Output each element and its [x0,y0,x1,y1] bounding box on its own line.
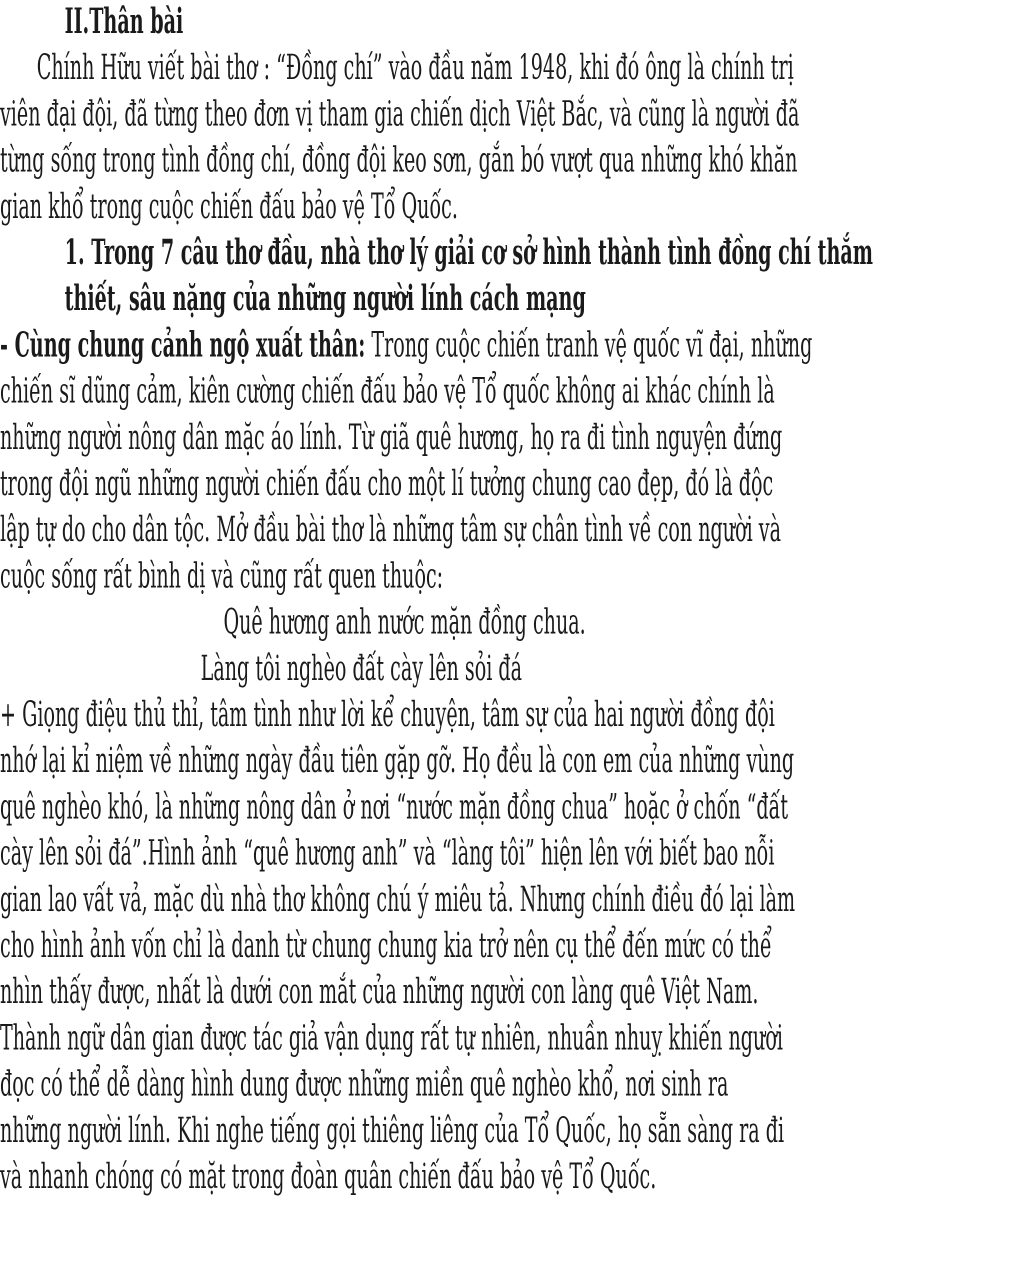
subheading-line: 1. Trong 7 câu thơ đầu, nhà thơ lý giải cơ sở hình thành tình đồng chí thắm [64,233,873,274]
intro-line: từng sống trong tình đồng chí, đồng đội keo sơn, gắn bó vượt qua những khó khăn [0,141,798,181]
analysis-line: cho hình ảnh vốn chỉ là danh từ chung chung kia trở nên cụ thể đến mức có thể [0,926,772,967]
section-title: II.Thân bài [64,2,184,43]
analysis-line: Thành ngữ dân gian được tác giả vận dụng rất tự nhiên, nhuần nhuỵ khiến người [0,1019,783,1059]
analysis-line: đọc có thể dễ dàng hình dung được những miền quê nghèo khổ, nơi sinh ra [0,1065,729,1105]
analysis-line: và nhanh chóng có mặt trong đoàn quân chiến đấu bảo vệ Tổ Quốc. [0,1157,657,1198]
verse-quote [0,601,1000,693]
analysis-line: những người lính. Khi nghe tiếng gọi thiêng liêng của Tổ Quốc, họ sẵn sàng ra đi [0,1111,785,1152]
subheading-line: thiết, sâu nặng của những người lính cách mạng [64,279,586,320]
point-one-line: những người nông dân mặc áo lính. Từ giã quê hương, họ ra đi tình nguyện đứng [0,418,783,459]
intro-line: viên đại đội, đã từng theo đơn vị tham gia chiến dịch Việt Bắc, và cũng là người đã [0,95,800,135]
intro-line: gian khổ trong cuộc chiến đấu bảo vệ Tổ Quốc. [0,187,458,228]
point-one-label: - Cùng chung cảnh ngộ xuất thân: [0,326,366,366]
point-one-line: cuộc sống rất bình dị và cũng rất quen thuộc: [0,557,444,597]
analysis-line: gian lao vất vả, mặc dù nhà thơ không chú ý miêu tả. Nhưng chính điều đó lại làm [0,880,796,921]
analysis-line: + Giọng điệu thủ thỉ, tâm tình như lời kể chuyện, tâm sự của hai người đồng đội [0,695,775,736]
intro-line: Chính Hữu viết bài thơ : “Đồng chí” vào đầu năm 1948, khi đó ông là chính trị [36,48,794,89]
point-one-paragraph [0,323,1000,600]
point-one-text: Trong cuộc chiến tranh vệ quốc vĩ đại, những [365,326,813,366]
analysis-paragraph [0,693,1000,1201]
point-one-line: trong đội ngũ những người chiến đấu cho một lí tưởng chung cao đẹp, đó là độc [0,464,774,505]
analysis-line: cày lên sỏi đá”.Hình ảnh “quê hương anh” và “làng tôi” hiện lên với biết bao nỗi [0,834,775,874]
intro-paragraph [0,46,1000,231]
analysis-line: nhìn thấy được, nhất là dưới con mắt của những người con làng quê Việt Nam. [0,972,759,1013]
verse-line: Quê hương anh nước mặn đồng chua. [223,603,586,643]
subheading [0,231,1000,323]
point-one-first-line [0,323,1000,369]
verse-line: Làng tôi nghèo đất cày lên sỏi đá [200,649,523,690]
point-one-line: lập tự do cho dân tộc. Mở đầu bài thơ là những tâm sự chân tình về con người và [0,510,781,551]
point-one-line: chiến sĩ dũng cảm, kiên cường chiến đấu bảo vệ Tổ quốc không ai khác chính là [0,372,775,412]
analysis-line: quê nghèo khó, là những nông dân ở nơi “nước mặn đồng chua” hoặc ở chốn “đất [0,788,789,828]
analysis-line: nhớ lại kỉ niệm về những ngày đầu tiên gặp gỡ. Họ đều là con em của những vùng [0,741,795,782]
